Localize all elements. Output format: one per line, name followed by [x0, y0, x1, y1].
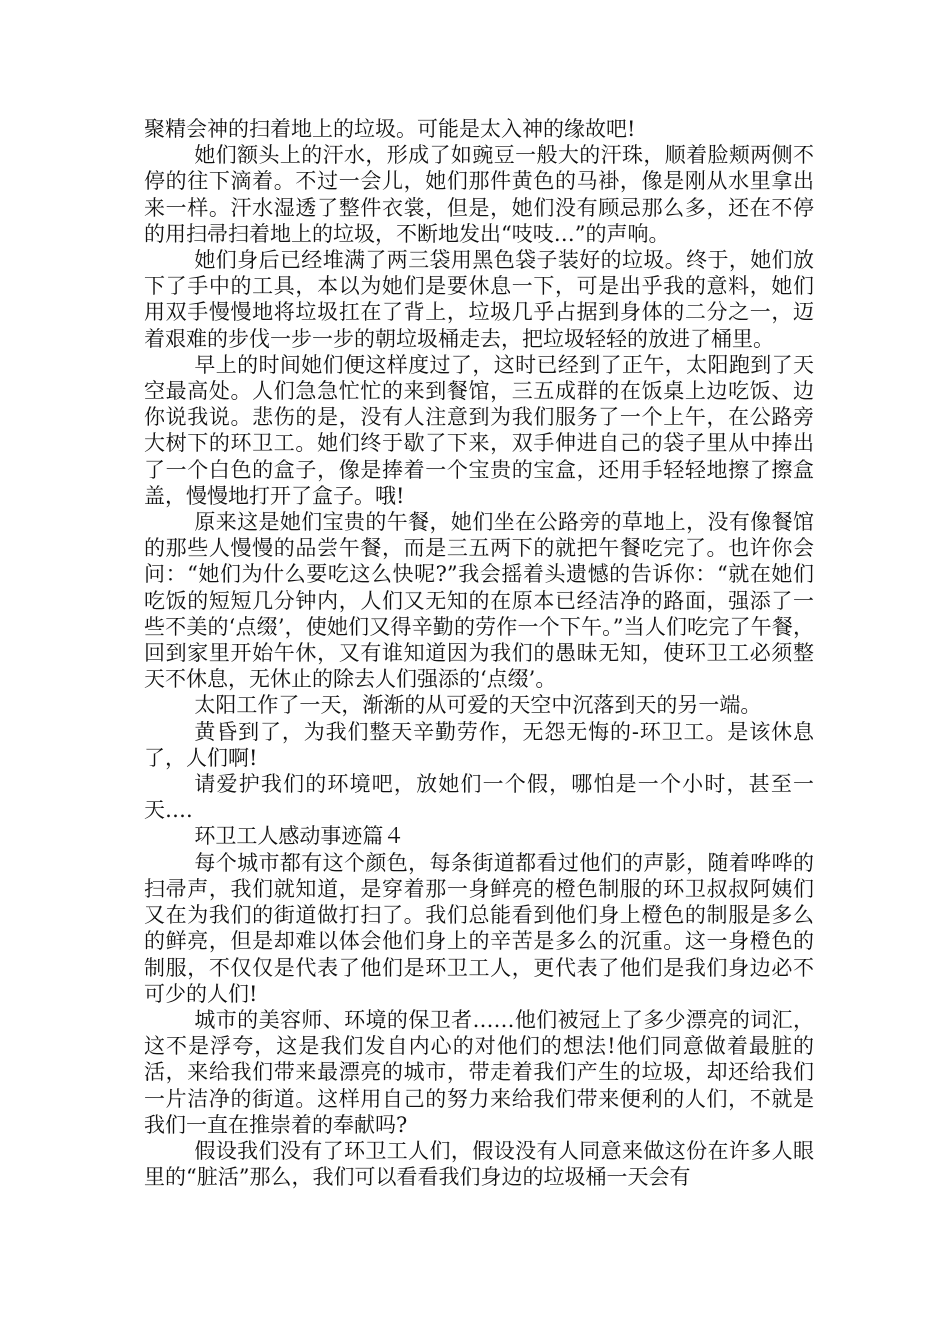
paragraph: 早上的时间她们便这样度过了，这时已经到了正午，太阳跑到了天空最高处。人们急急忙忙的来到餐馆，三五成群的在饭桌上边吃饭、边你说我说。悲伤的是，没有人注意到为我们服务了一个上午，在公路旁大树下的环卫工。她们终于歇了下来，双手伸进自己的袋子里从中捧出了一个白色的盒子，像是捧着一个宝贵的宝盒，还用手轻轻地擦了擦盒盖，慢慢地打开了盒子。哦! [144, 352, 814, 508]
section-heading: 环卫工人感动事迹篇４ [194, 824, 405, 849]
paragraph: 每个城市都有这个颜色，每条街道都看过他们的声影，随着哗哗的扫帚声，我们就知道，是穿着那一身鲜亮的橙色制服的环卫叔叔阿姨们又在为我们的街道做打扫了。我们总能看到他们身上橙色的制服是多么的鲜亮，但是却难以体会他们身上的辛苦是多么的沉重。这一身橙色的制服，不仅仅是代表了他们是环卫工人，更代表了他们是我们身边必不可少的人们! [144, 850, 814, 1006]
paragraph: 假设我们没有了环卫工人们，假设没有人同意来做这份在许多人眼里的“脏活”那么，我们可以看看我们身边的垃圾桶一天会有 [144, 1138, 814, 1190]
paragraph: 太阳工作了一天，渐渐的从可爱的天空中沉落到天的另一端。 [194, 693, 762, 718]
paragraph: 请爱护我们的环境吧，放她们一个假，哪怕是一个小时，甚至一天…. [144, 772, 814, 823]
paragraph: 城市的美容师、环境的保卫者……他们被冠上了多少漂亮的词汇，这不是浮夸，这是我们发自内心的对他们的想法!他们同意做着最脏的活，来给我们带来最漂亮的城市，带走着我们产生的垃圾，却还给我们一片洁净的街道。这样用自己的努力来给我们带来便利的人们，不就是我们一直在推崇着的奉献吗? [144, 1007, 814, 1137]
document-body [144, 116, 814, 1190]
paragraph: 她们身后已经堆满了两三袋用黑色袋子装好的垃圾。终于，她们放下了手中的工具，本以为她们是要休息一下，可是出乎我的意料，她们用双手慢慢地将垃圾扛在了背上，垃圾几乎占据到身体的二分之一，迈着艰难的步伐一步一步的朝垃圾桶走去，把垃圾轻轻的放进了桶里。 [144, 248, 814, 351]
paragraph: 她们额头上的汗水，形成了如豌豆一般大的汗珠，顺着脸颊两侧不停的往下滴着。不过一会儿，她们那件黄色的马褂，像是刚从水里拿出来一样。汗水湿透了整件衣裳，但是，她们没有顾忌那么多，还在不停的用扫帚扫着地上的垃圾，不断地发出“吱吱…”的声响。 [144, 143, 814, 246]
paragraph: 原来这是她们宝贵的午餐，她们坐在公路旁的草地上，没有像餐馆的那些人慢慢的品尝午餐，而是三五两下的就把午餐吃完了。也许你会问：“她们为什么要吃这么快呢?”我会摇着头遗憾的告诉你：“就在她们吃饭的短短几分钟内，人们又无知的在原本已经洁净的路面，强添了一些不美的‘点缀’，使她们又得辛勤的劳作一个下午。”当人们吃完了午餐，回到家里开始午休，又有谁知道因为我们的愚昧无知，使环卫工必须整天不休息，无休止的除去人们强添的‘点缀’。 [144, 510, 814, 692]
paragraph: 黄昏到了，为我们整天辛勤劳作，无怨无悔的-环卫工。是该休息了，人们啊! [144, 719, 814, 770]
paragraph: 聚精会神的扫着地上的垃圾。可能是太入神的缘故吧! [144, 117, 636, 141]
